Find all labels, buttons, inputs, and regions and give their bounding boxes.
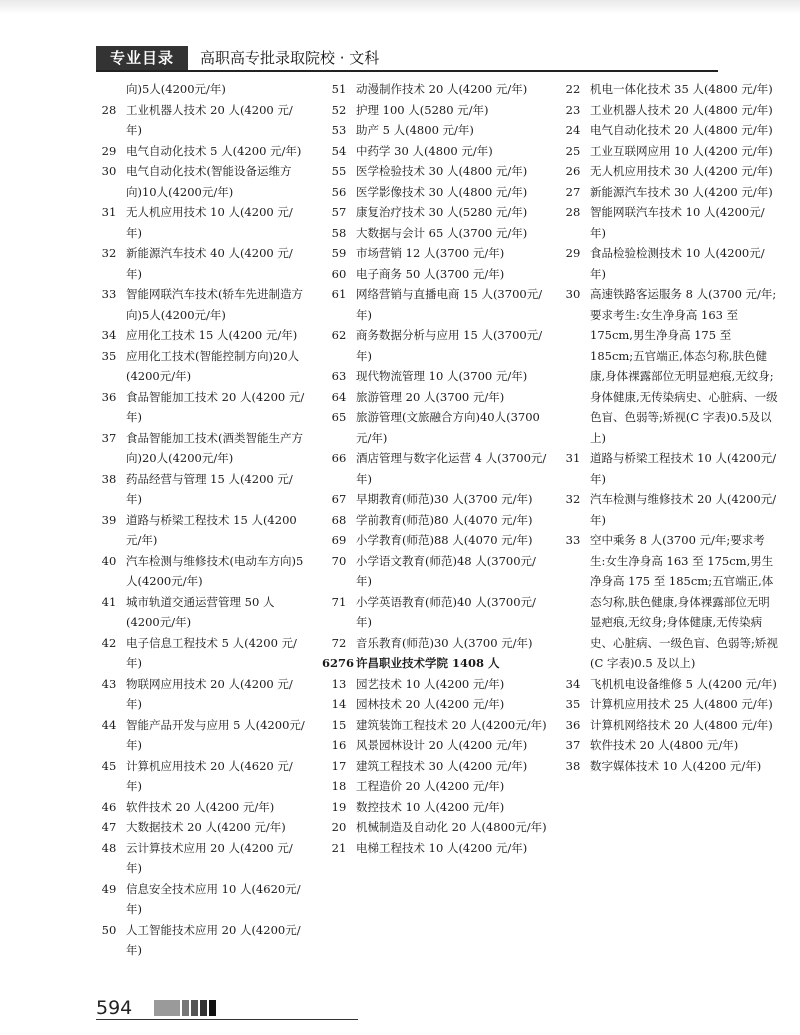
entry-number: 65	[331, 410, 347, 424]
major-entry	[556, 489, 778, 530]
major-entry	[322, 530, 547, 551]
major-entry	[92, 920, 307, 961]
major-entry	[92, 469, 307, 510]
entry-number: 36	[101, 389, 117, 404]
major-entry	[556, 448, 778, 489]
footer-decoration	[154, 1000, 218, 1016]
entry-text: 新能源汽车技术 40 人(4200 元/年)	[126, 246, 293, 281]
major-entry	[322, 161, 547, 182]
entry-number: 29	[101, 143, 117, 158]
entry-text: 医学检验技术 30 人(4800 元/年)	[356, 164, 528, 178]
entry-number: 55	[331, 164, 347, 178]
page-header	[96, 46, 718, 72]
entry-number: 48	[101, 840, 117, 855]
entry-text: 工程造价 20 人(4200 元/年)	[356, 779, 505, 793]
entry-text: 软件技术 20 人(4800 元/年)	[590, 738, 739, 752]
entry-text: 电梯工程技术 10 人(4200 元/年)	[356, 840, 528, 855]
major-entry	[322, 284, 547, 325]
major-entry	[92, 141, 307, 162]
major-entry	[322, 182, 547, 203]
entry-text: 建筑装饰工程技术 20 人(4200元/年)	[356, 717, 547, 732]
major-entry	[322, 79, 547, 100]
entry-text: 建筑工程技术 30 人(4200 元/年)	[356, 758, 528, 773]
major-entry	[556, 79, 778, 100]
page-number: 594	[96, 997, 133, 1019]
major-entry	[322, 776, 547, 797]
entry-number: 18	[331, 779, 347, 793]
entry-number: 50	[101, 922, 117, 937]
entry-text: 康复治疗技术 30 人(5280 元/年)	[356, 205, 528, 219]
major-entry	[322, 202, 547, 223]
major-entry	[322, 141, 547, 162]
major-entry	[92, 838, 307, 879]
entry-number: 66	[331, 451, 347, 465]
major-entry	[92, 551, 307, 592]
major-entry	[322, 592, 547, 633]
section-tag: 专业目录	[96, 46, 188, 70]
entry-text: 园林技术 20 人(4200 元/年)	[356, 697, 505, 711]
major-entry	[322, 387, 547, 408]
entry-number: 15	[331, 717, 347, 732]
page-subtitle: 高职高专批录取院校 · 文科	[200, 49, 380, 67]
major-entry	[322, 223, 547, 244]
entry-text: 旅游管理(文旅融合方向)40人(3700元/年)	[356, 410, 540, 445]
entry-number: 46	[101, 799, 117, 814]
major-entry	[556, 161, 778, 182]
entry-text: 电气自动化技术 20 人(4800 元/年)	[590, 123, 773, 137]
entry-number: 23	[565, 102, 581, 117]
major-entry	[92, 633, 307, 674]
entry-text: 道路与桥梁工程技术 10 人(4200元/年)	[590, 451, 777, 486]
entry-number: 43	[101, 676, 117, 691]
entry-number: 22	[565, 82, 581, 96]
entry-number: 45	[101, 758, 117, 773]
major-entry	[322, 366, 547, 387]
entry-number: 49	[101, 881, 117, 896]
entry-number: 17	[331, 758, 347, 773]
entry-text: 向)5人(4200元/年)	[126, 82, 226, 96]
major-entry	[92, 202, 307, 243]
entry-text: 汽车检测与维修技术(电动车方向)5人(4200元/年)	[126, 553, 304, 588]
major-entry	[92, 715, 307, 756]
major-entry	[92, 325, 307, 346]
major-entry	[92, 79, 307, 100]
entry-number: 38	[565, 758, 581, 773]
entry-text: 飞机机电设备维修 5 人(4200 元/年)	[590, 676, 777, 691]
entry-text: 工业机器人技术 20 人(4800 元/年)	[590, 102, 773, 117]
entry-text: 食品智能加工技术 20 人(4200 元/年)	[126, 389, 305, 424]
major-entry	[92, 428, 307, 469]
entry-text: 高速铁路客运服务 8 人(3700 元/年;要求考生:女生净身高 163 至175cm,男生净身高 175 至 185cm;五官端正,体态匀称,肤色健康,身体裸露部位无明显疤痕,无纹身;身体健康,无传染病史、心脏病、一级色盲、色弱等;矫视(C 字表)0.5及以上)	[590, 287, 778, 445]
entry-text: 工业互联网应用 10 人(4200 元/年)	[590, 143, 773, 158]
entry-text: 电子商务 50 人(3700 元/年)	[356, 266, 505, 281]
entry-text: 现代物流管理 10 人(3700 元/年)	[356, 369, 528, 383]
major-entry	[92, 243, 307, 284]
major-entry	[92, 346, 307, 387]
entry-text: 电气自动化技术(智能设备运维方向)10人(4200元/年)	[126, 164, 292, 199]
major-entry	[92, 161, 307, 202]
school-heading	[322, 653, 547, 674]
major-entry	[322, 325, 547, 366]
entry-text: 新能源汽车技术 30 人(4200 元/年)	[590, 184, 773, 199]
entry-number: 19	[331, 799, 347, 814]
major-entry	[92, 510, 307, 551]
entry-text: 城市轨道交通运营管理 50 人(4200元/年)	[126, 594, 275, 629]
entry-number: 28	[101, 102, 117, 117]
entry-text: 药品经营与管理 15 人(4200 元/年)	[126, 471, 293, 506]
major-entry	[322, 674, 547, 695]
entry-number: 61	[331, 287, 347, 301]
entry-number: 51	[331, 82, 347, 96]
entry-text: 医学影像技术 30 人(4800 元/年)	[356, 184, 528, 199]
entry-number: 53	[331, 123, 347, 137]
major-entry	[92, 100, 307, 141]
major-entry	[322, 551, 547, 592]
entry-number: 60	[331, 266, 347, 281]
major-entry	[556, 182, 778, 203]
entry-number: 64	[331, 389, 347, 404]
entry-number: 14	[331, 697, 347, 711]
entry-number: 38	[101, 471, 117, 486]
entry-text: 云计算技术应用 20 人(4200 元/年)	[126, 840, 293, 875]
major-entry	[92, 592, 307, 633]
entry-number: 35	[565, 697, 581, 711]
entry-number: 68	[331, 512, 347, 527]
entry-number: 71	[331, 594, 347, 609]
major-entry	[322, 100, 547, 121]
entry-number: 67	[331, 492, 347, 506]
entry-number: 34	[101, 328, 117, 342]
major-entry	[556, 715, 778, 736]
entry-number: 33	[101, 287, 117, 301]
entry-number: 6276	[322, 656, 355, 670]
entry-text: 道路与桥梁工程技术 15 人(4200 元/年)	[126, 512, 297, 547]
entry-number: 58	[331, 225, 347, 240]
entry-text: 人工智能技术应用 20 人(4200元/年)	[126, 922, 301, 957]
entry-number	[92, 79, 126, 100]
entry-number: 41	[101, 594, 117, 609]
major-entry	[92, 817, 307, 838]
entry-number: 28	[565, 205, 581, 219]
major-entry	[322, 797, 547, 818]
entry-text: 智能网联汽车技术 10 人(4200元/年)	[590, 205, 765, 240]
entry-number: 70	[331, 553, 347, 568]
entry-text: 应用化工技术 15 人(4200 元/年)	[126, 328, 298, 342]
entry-number: 30	[565, 287, 581, 301]
entry-number: 13	[331, 676, 347, 691]
entry-text: 音乐教育(师范)30 人(3700 元/年)	[356, 635, 533, 650]
entry-number: 30	[101, 164, 117, 178]
entry-number: 36	[565, 717, 581, 732]
major-entry	[556, 530, 778, 674]
entry-text: 护理 100 人(5280 元/年)	[356, 102, 489, 117]
entry-text: 许昌职业技术学院 1408 人	[356, 656, 500, 670]
entry-text: 食品智能加工技术(酒类智能生产方向)20人(4200元/年)	[126, 430, 303, 465]
major-entry	[556, 141, 778, 162]
entry-number: 24	[565, 123, 581, 137]
entry-text: 软件技术 20 人(4200 元/年)	[126, 799, 275, 814]
entry-number: 25	[565, 143, 581, 158]
entry-text: 智能产品开发与应用 5 人(4200元/年)	[126, 717, 305, 752]
column-middle	[322, 79, 547, 858]
entry-number: 33	[565, 533, 581, 547]
entry-number: 63	[331, 369, 347, 383]
entry-number: 52	[331, 102, 347, 117]
major-entry	[322, 243, 547, 264]
major-entry	[556, 756, 778, 777]
entry-number: 54	[331, 143, 347, 158]
major-entry	[92, 879, 307, 920]
column-left	[92, 79, 307, 961]
entry-text: 计算机网络技术 20 人(4800 元/年)	[590, 717, 773, 732]
entry-number: 16	[331, 738, 347, 752]
entry-number: 29	[565, 246, 581, 260]
entry-number: 47	[101, 820, 117, 834]
entry-text: 风景园林设计 20 人(4200 元/年)	[356, 738, 528, 752]
major-entry	[556, 100, 778, 121]
entry-number: 27	[565, 184, 581, 199]
entry-number: 72	[331, 635, 347, 650]
major-entry	[322, 715, 547, 736]
major-entry	[322, 120, 547, 141]
entry-text: 工业机器人技术 20 人(4200 元/年)	[126, 102, 293, 137]
major-entry	[556, 674, 778, 695]
entry-number: 35	[101, 348, 117, 363]
entry-number: 56	[331, 184, 347, 199]
major-entry	[322, 448, 547, 489]
entry-text: 智能网联汽车技术(轿车先进制造方向)5人(4200元/年)	[126, 287, 303, 322]
entry-text: 物联网应用技术 20 人(4200 元/年)	[126, 676, 293, 711]
major-entry	[322, 264, 547, 285]
major-entry	[92, 387, 307, 428]
entry-text: 应用化工技术(智能控制方向)20人(4200元/年)	[126, 348, 300, 383]
major-entry	[556, 735, 778, 756]
major-entry	[322, 817, 547, 838]
entry-text: 小学语文教育(师范)48 人(3700元/年)	[356, 553, 536, 588]
entry-text: 食品检验检测技术 10 人(4200元/年)	[590, 246, 765, 281]
entry-text: 酒店管理与数字化运营 4 人(3700元/年)	[356, 451, 547, 486]
entry-text: 信息安全技术应用 10 人(4620元/年)	[126, 881, 301, 916]
entry-text: 网络营销与直播电商 15 人(3700元/年)	[356, 287, 543, 322]
major-entry	[322, 489, 547, 510]
major-entry	[556, 202, 778, 243]
entry-number: 44	[101, 717, 117, 732]
entry-text: 空中乘务 8 人(3700 元/年;要求考生:女生净身高 163 至 175cm,男生净身高 175 至 185cm;五官端正,体态匀称,肤色健康,身体裸露部位无明显疤痕,无纹身;身体健康,无传染病史、心脏病、一级色盲、色弱等;矫视(C 字表)0.5 及以上)	[590, 533, 778, 670]
entry-number: 40	[101, 553, 117, 568]
major-entry	[322, 510, 547, 531]
column-right	[556, 79, 778, 776]
entry-text: 汽车检测与维修技术 20 人(4200元/年)	[590, 492, 777, 527]
entry-number: 62	[331, 328, 347, 342]
entry-text: 助产 5 人(4800 元/年)	[356, 123, 474, 137]
major-entry	[556, 694, 778, 715]
entry-number: 31	[565, 451, 581, 465]
entry-text: 大数据技术 20 人(4200 元/年)	[126, 820, 286, 834]
entry-text: 数字媒体技术 10 人(4200 元/年)	[590, 758, 762, 773]
major-entry	[322, 407, 547, 448]
entry-text: 电子信息工程技术 5 人(4200 元/年)	[126, 635, 297, 670]
major-entry	[322, 694, 547, 715]
entry-text: 机械制造及自动化 20 人(4800元/年)	[356, 820, 547, 834]
major-entry	[92, 797, 307, 818]
entry-number: 34	[565, 676, 581, 691]
entry-number: 31	[101, 205, 117, 219]
entry-text: 学前教育(师范)80 人(4070 元/年)	[356, 512, 533, 527]
entry-text: 市场营销 12 人(3700 元/年)	[356, 246, 505, 260]
entry-text: 小学英语教育(师范)40 人(3700元/年)	[356, 594, 536, 629]
entry-number: 26	[565, 164, 581, 178]
entry-number: 59	[331, 246, 347, 260]
entry-text: 小学教育(师范)88 人(4070 元/年)	[356, 533, 533, 547]
major-entry	[92, 674, 307, 715]
major-entry	[556, 284, 778, 448]
entry-text: 无人机应用技术 10 人(4200 元/年)	[126, 205, 293, 240]
major-entry	[322, 838, 547, 859]
entry-text: 大数据与会计 65 人(3700 元/年)	[356, 225, 528, 240]
entry-number: 32	[565, 492, 581, 506]
entry-text: 旅游管理 20 人(3700 元/年)	[356, 389, 505, 404]
major-entry	[322, 735, 547, 756]
entry-number: 69	[331, 533, 347, 547]
entry-number: 37	[101, 430, 117, 445]
entry-number: 39	[101, 512, 117, 527]
major-entry	[322, 633, 547, 654]
entry-text: 商务数据分析与应用 15 人(3700元/年)	[356, 328, 543, 363]
major-entry	[556, 243, 778, 284]
entry-number: 32	[101, 246, 117, 260]
major-entry	[92, 756, 307, 797]
entry-number: 21	[331, 840, 347, 855]
entry-number: 37	[565, 738, 581, 752]
entry-number: 42	[101, 635, 117, 650]
entry-text: 机电一体化技术 35 人(4800 元/年)	[590, 82, 773, 96]
entry-text: 园艺技术 10 人(4200 元/年)	[356, 676, 505, 691]
entry-text: 计算机应用技术 25 人(4800 元/年)	[590, 697, 773, 711]
entry-number: 20	[331, 820, 347, 834]
major-entry	[322, 756, 547, 777]
entry-text: 动漫制作技术 20 人(4200 元/年)	[356, 82, 528, 96]
top-scan-shade	[0, 0, 800, 14]
major-entry	[92, 284, 307, 325]
entry-text: 数控技术 10 人(4200 元/年)	[356, 799, 505, 814]
major-entry	[556, 120, 778, 141]
entry-text: 无人机应用技术 30 人(4200 元/年)	[590, 164, 773, 178]
entry-text: 电气自动化技术 5 人(4200 元/年)	[126, 143, 302, 158]
entry-text: 计算机应用技术 20 人(4620 元/年)	[126, 758, 293, 793]
entry-text: 早期教育(师范)30 人(3700 元/年)	[356, 492, 533, 506]
entry-number: 57	[331, 205, 347, 219]
entry-text: 中药学 30 人(4800 元/年)	[356, 143, 493, 158]
page-footer	[96, 997, 358, 1020]
